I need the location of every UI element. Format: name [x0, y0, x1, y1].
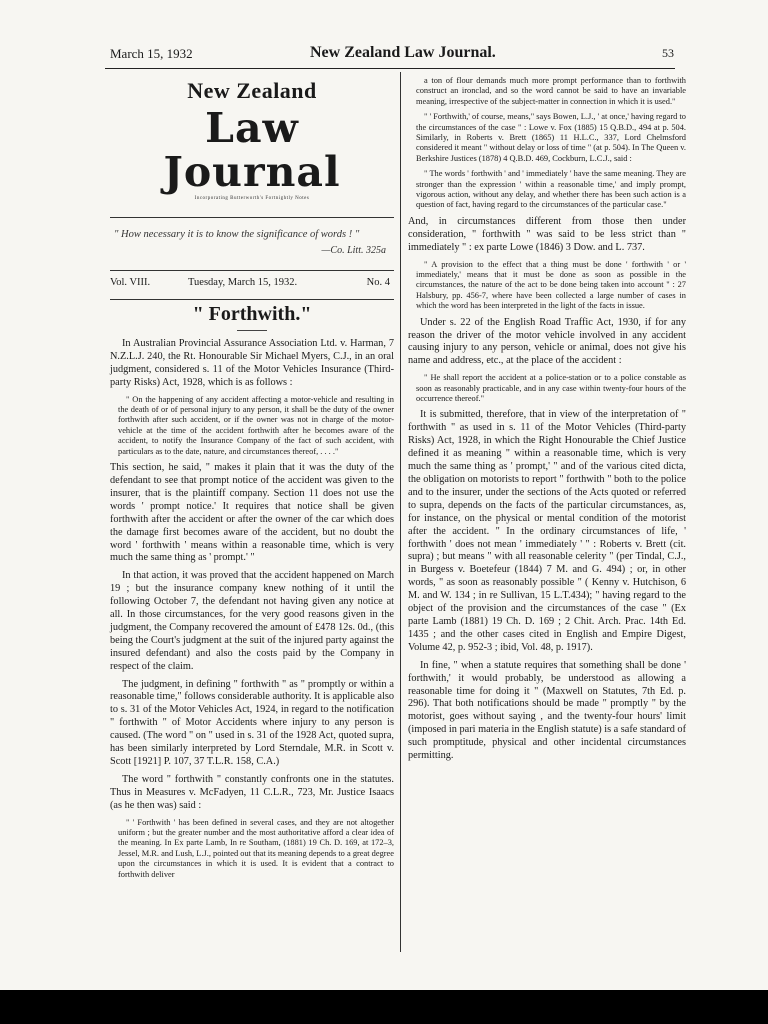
body-paragraph: In that action, it was proved that the accident happened on March 19 ; but the insurance company knew nothing of it until the following October 7, the defendant not having given any notice at all. In those circumstances, for the very good reasons given in the judgment, the Company recovered the amount of £478 12s. 0d., (this being the Court's judgment at the suit of the injured party against the insured defendant) and also the costs paid by the Company in respect of the claim. — [110, 570, 394, 672]
masthead — [110, 72, 394, 300]
quotation-paragraph: " The words ' forthwith ' and ' immediately ' have the same meaning. They are stronger than the expression ' within a reasonable time,' and imply prompt, vigorous action, without any delay, and whether there has been such action is a question of fact, having regard to the circumstances of the particular case." — [416, 169, 686, 210]
issue-rule-top — [110, 270, 394, 271]
quotation-paragraph: a ton of flour demands much more prompt performance than to forthwith construct an ironclad, and so the word cannot be said to have an invariable meaning, irrespective of the subject-matter in connection in which it is used." — [416, 76, 686, 106]
body-paragraph: The judgment, in defining " forthwith " as " promptly or within a reasonable time," follows considerable authority. It is applicable also to s. 31 of the Motor Vehicles Act, 1924, in regard to the notification " forthwith " of Motor Accidents where injury to any person is caused. (The word " on " used in s. 31 of the 1928 Act, quoted supra, has been similarly interpreted by Lord Sterndale, M.R. in Scott v. Scott [1921] P. 107, 37 T.L.R. 158, C.A.) — [110, 678, 394, 767]
issue-line — [110, 277, 394, 297]
header-rule — [105, 68, 675, 69]
quotation-paragraph: " ' Forthwith,' of course, means," says Bowen, L.J., ' at once,' having regard to the circumstances of the case " : Lowe v. Fox (1885) 15 Q.B.D., 494 at p. 504. Similarly, in Roberts v. Brett (1865) 11 H.L.C., 337, Lord Chelmsford considered it meant " without delay or loss of time " (at p. 504). In The Queen v. Berkshire Justices (1878) 4 Q.B.D. 469, Cockburn, L.C.J., said : — [416, 112, 686, 163]
body-paragraph: The word " forthwith " constantly confronts one in the statutes. Thus in Measures v. McFadyen, 11 C.L.R., 723, Mr. Justice Isaacs (as he then was) said : — [110, 773, 394, 811]
volume-label: Vol. VIII. — [110, 277, 151, 288]
running-head — [110, 44, 674, 68]
left-column — [110, 338, 394, 885]
journal-title-header: New Zealand Law Journal. — [310, 44, 496, 61]
column-divider — [400, 72, 401, 952]
title-ornament — [237, 330, 267, 331]
body-paragraph: In Australian Provincial Assurance Association Ltd. v. Harman, 7 N.Z.L.J. 240, the Rt. Honourable Sir Michael Myers, C.J., in an oral judgment, considered s. 11 of the Motor Vehicles Insurance (Third-party Risks) Act, 1928, which is as follows : — [110, 338, 394, 388]
epigraph: " How necessary it is to know the significance of words ! " — [114, 229, 360, 240]
body-paragraph: In fine, " when a statute requires that something shall be done ' forthwith,' it would probably, be understood as allowing a reasonable time for doing it " (Maxwell on Statutes, 7th Ed. p. 296). That both notifications should be made " promptly " by the motorist, goes without saying , and the twenty-four hours' limit (imposed in pari materia in the English statute) is a safe standard of such promptitude, physical and other incidental circumstances permitting. — [408, 659, 686, 762]
masthead-subtitle: Incorporating Butterworth's Fortnightly Notes — [194, 196, 310, 201]
quotation-paragraph: " ' Forthwith ' has been defined in several cases, and they are not altogether uniform ; but the greater number and the most authoritative afford a clear idea of the meaning. In Ex parte Lamb, In re Southam, (1881) 19 Ch. D. 169, at 172–3, Jessel, M.R. and Lush, L.J., pointed out that its meaning depends to a great degree upon the circumstances in which it is used. It is evident that a contract to forthwith deliver — [118, 817, 394, 879]
body-paragraph: And, in circumstances different from those then under consideration, " forthwith " was said to be less strict than " immediately " : ex parte Lowe (1846) 3 Dow. and L. 737. — [408, 215, 686, 253]
issue-date: Tuesday, March 15, 1932. — [188, 277, 298, 288]
issue-rule-bottom — [110, 299, 394, 300]
quotation-paragraph: " He shall report the accident at a police-station or to a police constable as soon as reasonably practicable, and in any case within twenty-four hours of the occurrence thereof." — [416, 373, 686, 404]
epigraph-source: —Co. Litt. 325a — [321, 245, 386, 256]
masthead-rule — [110, 217, 394, 218]
body-paragraph: Under s. 22 of the English Road Traffic Act, 1930, if for any reason the driver of the motor vehicle involved in any accident causing injury to any person, vehicle or animal, does not give his name and address, etc., at the place of the accident : — [408, 316, 686, 367]
masthead-title: Law Journal — [163, 104, 341, 196]
masthead-country: New Zealand — [187, 78, 317, 103]
quotation-paragraph: " A provision to the effect that a thing must be done ' forthwith ' or ' immediately,' means that it must be done as soon as possible in the circumstances, the nature of the act to be done being taken into account " : 27 Halsbury, pp. 456-7, where have been collected a large number of cases in which the word has been interpreted in the light of the facts in issue. — [416, 259, 686, 311]
body-paragraph: This section, he said, " makes it plain that it was the duty of the defendant to see that prompt notice of the accident was given to the insurer, that is the plaintiff company. Section 11 does not use the words ' prompt notice.' It requires that notice shall be given forthwith after the accident or after the owner of the car which does the damage first becomes aware of the accident, but no doubt the word ' forthwith ' means within a reasonable time, which is very much the same thing as ' prompt.' " — [110, 462, 394, 564]
issue-number: No. 4 — [366, 277, 390, 288]
quotation-paragraph: " On the happening of any accident affecting a motor-vehicle and resulting in the death of or of personal injury to any person, it shall be the duty of the owner forthwith after such accident, or if the owner was not in charge of the motor-vehicle at the time of the accident forthwith after he becomes aware of the accident, to notify the Insurance Company of the fact of such accident, with particulars as to the date, nature, and circumstances thereof, . . . ." — [118, 394, 394, 456]
page-number: 53 — [662, 46, 674, 60]
article-title: " Forthwith." — [192, 303, 312, 325]
body-paragraph: It is submitted, therefore, that in view of the interpretation of " forthwith " as used in s. 11 of the Motor Vehicles (Third-party Risks) Act, 1928, in which the Right Honourable the Chief Justice defined it as meaning " within a reasonable time, which is very much the same thing as ' prompt,' " and of the various cited dicta, the obligation on motorists to report " forthwith " both to the police and to the insurer, under the sections of the Acts quoted or referred to supra, depends on the facts of the particular circumstances, as, for instance, on the physical or mental condition of the motorist after the accident. " In the ordinary circumstances of life, ' forthwith ' does not mean ' immediately ' " : Roberts v. Brett (cit. supra) ; but means " with all reasonable celerity " (per Tindal, C.J., in Burgess v. Boetefeur (1844) 7 M. and G. 494) ; or, in other words, " as soon as reasonably possible " ( Kenny v. Hutchison, 6 M. and W. 134 ; in re Sullivan, 15 L.T.434); " having regard to the object of the provision and the circumstances of the case " (Ex parte Lamb (1881) 19 Ch. D. 169 ; 2 Chit. Arch. Prac. 14th Ed. 1435 ; and the other cases cited in English and Empire Digest, Volume 42, p. 952-3 ; ibid, Vol. 48, p. 1917). — [408, 409, 686, 653]
scan-footer-bar — [0, 990, 768, 1024]
issue-date-header: March 15, 1932 — [110, 46, 193, 61]
right-column — [408, 76, 686, 768]
